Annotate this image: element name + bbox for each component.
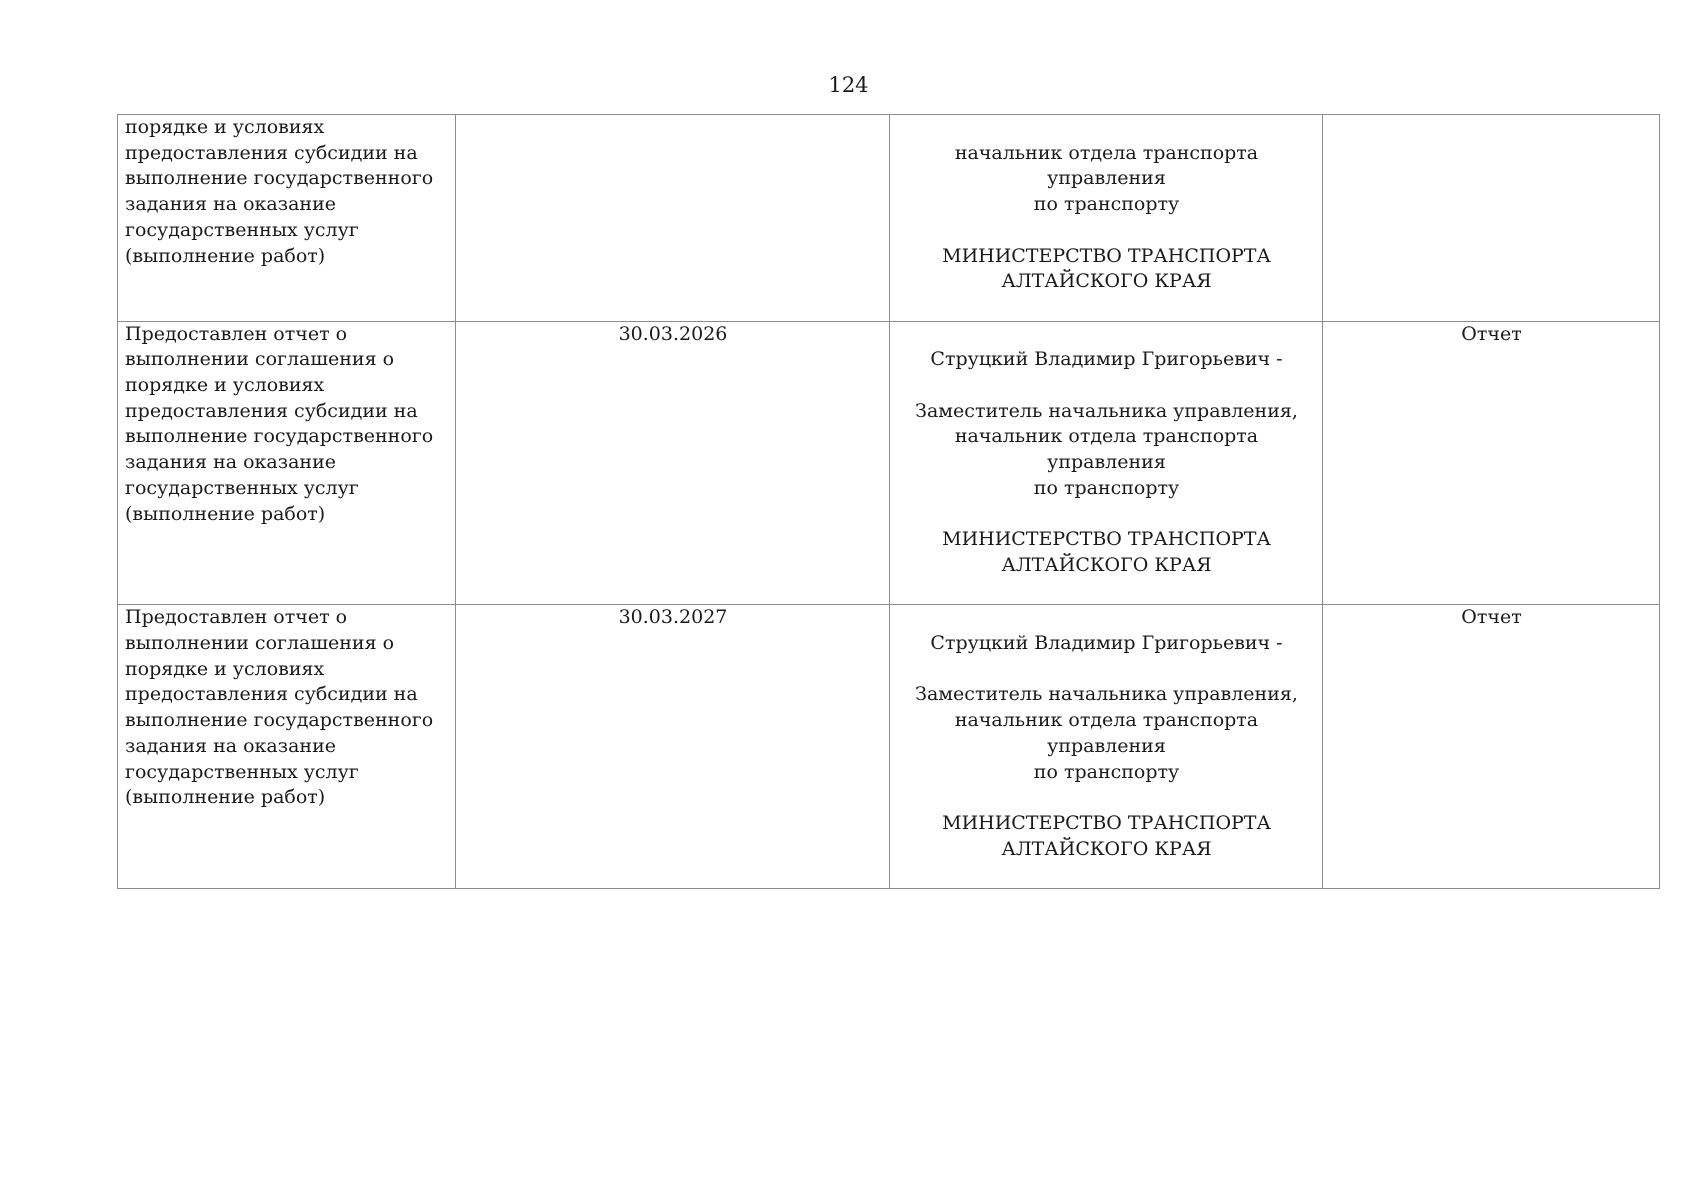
responsible-position: Заместитель начальника управления, начальник отдела транспорта управления по транспорту [915,399,1298,499]
responsible-organization: МИНИСТЕРСТВО ТРАНСПОРТА АЛТАЙСКОГО КРАЯ [942,811,1271,860]
document-type-cell: Отчет [1323,321,1660,605]
responsible-organization: МИНИСТЕРСТВО ТРАНСПОРТА АЛТАЙСКОГО КРАЯ [942,244,1271,293]
responsible-person: Струцкий Владимир Григорьевич - [930,348,1283,371]
responsible-cell [890,321,1323,605]
event-description-cell: Предоставлен отчет о выполнении соглашения о порядке и условиях предоставления субсидии на выполнение государственного задания на оказание государственных услуг (выполнение работ) [118,321,456,605]
document-type-cell [1323,115,1660,322]
responsible-person: Струцкий Владимир Григорьевич - [930,632,1283,655]
deadline-date-cell [456,115,890,322]
responsible-position: начальник отдела транспорта управления по транспорту [954,141,1259,216]
event-description-cell: Предоставлен отчет о выполнении соглашения о порядке и условиях предоставления субсидии на выполнение государственного задания на оказание государственных услуг (выполнение работ) [118,605,456,889]
table-row [118,115,1660,322]
responsible-cell [890,605,1323,889]
page-number: 124 [828,73,869,97]
responsible-organization: МИНИСТЕРСТВО ТРАНСПОРТА АЛТАЙСКОГО КРАЯ [942,528,1271,576]
table-row [118,605,1660,889]
responsible-cell [890,115,1323,322]
event-description-cell: порядке и условиях предоставления субсидии на выполнение государственного задания на оказание государственных услуг (выполнение работ) [118,115,456,322]
document-type-cell: Отчет [1323,605,1660,889]
deadline-date-cell: 30.03.2027 [456,605,890,889]
table-row [118,321,1660,605]
deadline-date-cell: 30.03.2026 [456,321,890,605]
responsible-position: Заместитель начальника управления, начальник отдела транспорта управления по транспорту [915,683,1298,783]
report-table [117,114,1660,889]
